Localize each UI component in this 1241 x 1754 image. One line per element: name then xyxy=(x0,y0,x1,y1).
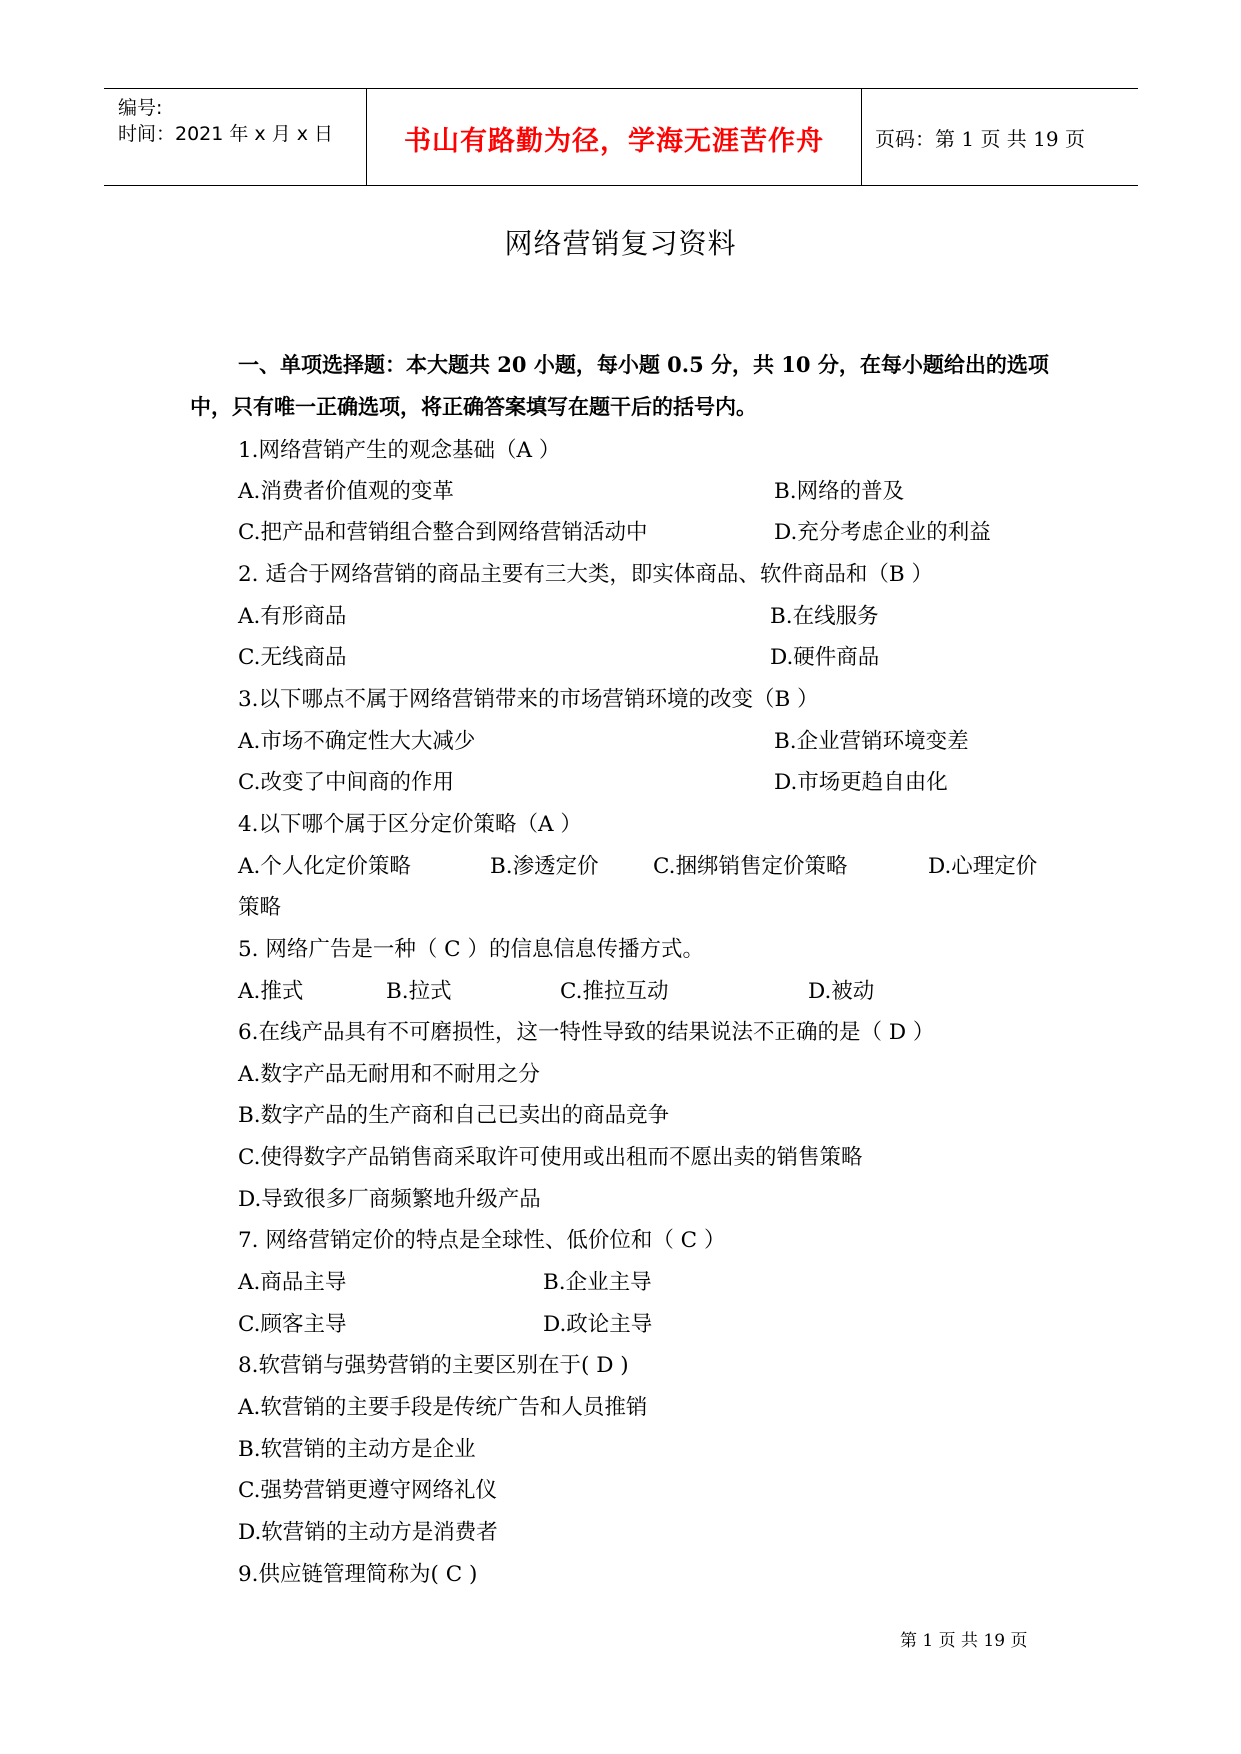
question-4-option-a: A.个人化定价策略 xyxy=(238,854,411,879)
question-2-stem: 2. 适合于网络营销的商品主要有三大类，即实体商品、软件商品和（B ） xyxy=(238,562,933,587)
document-number-label: 编号: xyxy=(118,97,163,119)
question-5-option-a: A.推式 xyxy=(238,979,304,1004)
question-1-option-d: D.充分考虑企业的利益 xyxy=(774,520,991,545)
header-info-cell xyxy=(104,89,366,185)
question-1-option-c: C.把产品和营销组合整合到网络营销活动中 xyxy=(238,520,648,545)
document-time-label: 时间：2021 年 x 月 x 日 xyxy=(118,123,334,145)
question-5-option-c: C.推拉互动 xyxy=(560,979,669,1004)
header-motto: 书山有路勤为径，学海无涯苦作舟 xyxy=(404,126,824,157)
question-4-option-d: D.心理定价 xyxy=(928,854,1038,879)
question-4-option-b: B.渗透定价 xyxy=(490,854,599,879)
question-1-option-a: A.消费者价值观的变革 xyxy=(238,479,454,504)
section-heading: 一、单项选择题：本大题共 20 小题，每小题 0.5 分，共 10 分，在每小题给出的选项中，只有唯一正确选项，将正确答案填写在题干后的括号内。 xyxy=(190,352,1049,419)
question-1-option-b: B.网络的普及 xyxy=(774,479,905,504)
question-7-stem: 7. 网络营销定价的特点是全球性、低价位和（ C ） xyxy=(238,1228,726,1253)
question-1-stem: 1.网络营销产生的观念基础（A ） xyxy=(238,438,561,463)
header-page-cell xyxy=(861,89,1138,185)
question-4-stem: 4.以下哪个属于区分定价策略（A ） xyxy=(238,812,582,837)
question-3-option-c: C.改变了中间商的作用 xyxy=(238,770,455,795)
question-8-option-a: A.软营销的主要手段是传统广告和人员推销 xyxy=(238,1395,648,1420)
question-7-option-b: B.企业主导 xyxy=(543,1270,652,1295)
question-3-stem: 3.以下哪点不属于网络营销带来的市场营销环境的改变（B ） xyxy=(238,687,819,712)
page-footer: 第 1 页 共 19 页 xyxy=(900,1631,1028,1651)
question-7-option-c: C.顾客主导 xyxy=(238,1312,347,1337)
question-6-option-b: B.数字产品的生产商和自己已卖出的商品竞争 xyxy=(238,1103,670,1128)
question-2-option-c: C.无线商品 xyxy=(238,645,347,670)
question-8-option-d: D.软营销的主动方是消费者 xyxy=(238,1520,498,1545)
document-title: 网络营销复习资料 xyxy=(504,227,737,260)
question-3-option-d: D.市场更趋自由化 xyxy=(774,770,948,795)
question-8-option-b: B.软营销的主动方是企业 xyxy=(238,1437,476,1462)
question-3-option-a: A.市场不确定性大大减少 xyxy=(238,729,476,754)
question-7-option-d: D.政论主导 xyxy=(543,1312,653,1337)
question-5-option-b: B.拉式 xyxy=(386,979,452,1004)
question-4-option-c: C.捆绑销售定价策略 xyxy=(653,854,848,879)
question-6-stem: 6.在线产品具有不可磨损性，这一特性导致的结果说法不正确的是（ D ） xyxy=(238,1020,935,1045)
question-6-option-d: D.导致很多厂商频繁地升级产品 xyxy=(238,1187,541,1212)
question-2-option-d: D.硬件商品 xyxy=(770,645,880,670)
question-5-stem: 5. 网络广告是一种（ C ）的信息信息传播方式。 xyxy=(238,937,704,962)
question-2-option-a: A.有形商品 xyxy=(238,604,347,629)
question-6-option-a: A.数字产品无耐用和不耐用之分 xyxy=(238,1062,540,1087)
question-7-option-a: A.商品主导 xyxy=(238,1270,347,1295)
question-8-stem: 8.软营销与强势营销的主要区别在于( D ) xyxy=(238,1353,629,1378)
question-2-option-b: B.在线服务 xyxy=(770,604,879,629)
question-4-option-d-continued: 策略 xyxy=(238,895,282,920)
question-5-option-d: D.被动 xyxy=(808,979,875,1004)
question-6-option-c: C.使得数字产品销售商采取许可使用或出租而不愿出卖的销售策略 xyxy=(238,1145,863,1170)
header-page-number: 页码：第 1 页 共 19 页 xyxy=(875,127,1085,151)
page-header xyxy=(104,88,1138,186)
question-3-option-b: B.企业营销环境变差 xyxy=(774,729,969,754)
header-motto-cell xyxy=(366,89,862,185)
question-8-option-c: C.强势营销更遵守网络礼仪 xyxy=(238,1478,498,1503)
question-9-stem: 9.供应链管理简称为( C ) xyxy=(238,1562,478,1587)
